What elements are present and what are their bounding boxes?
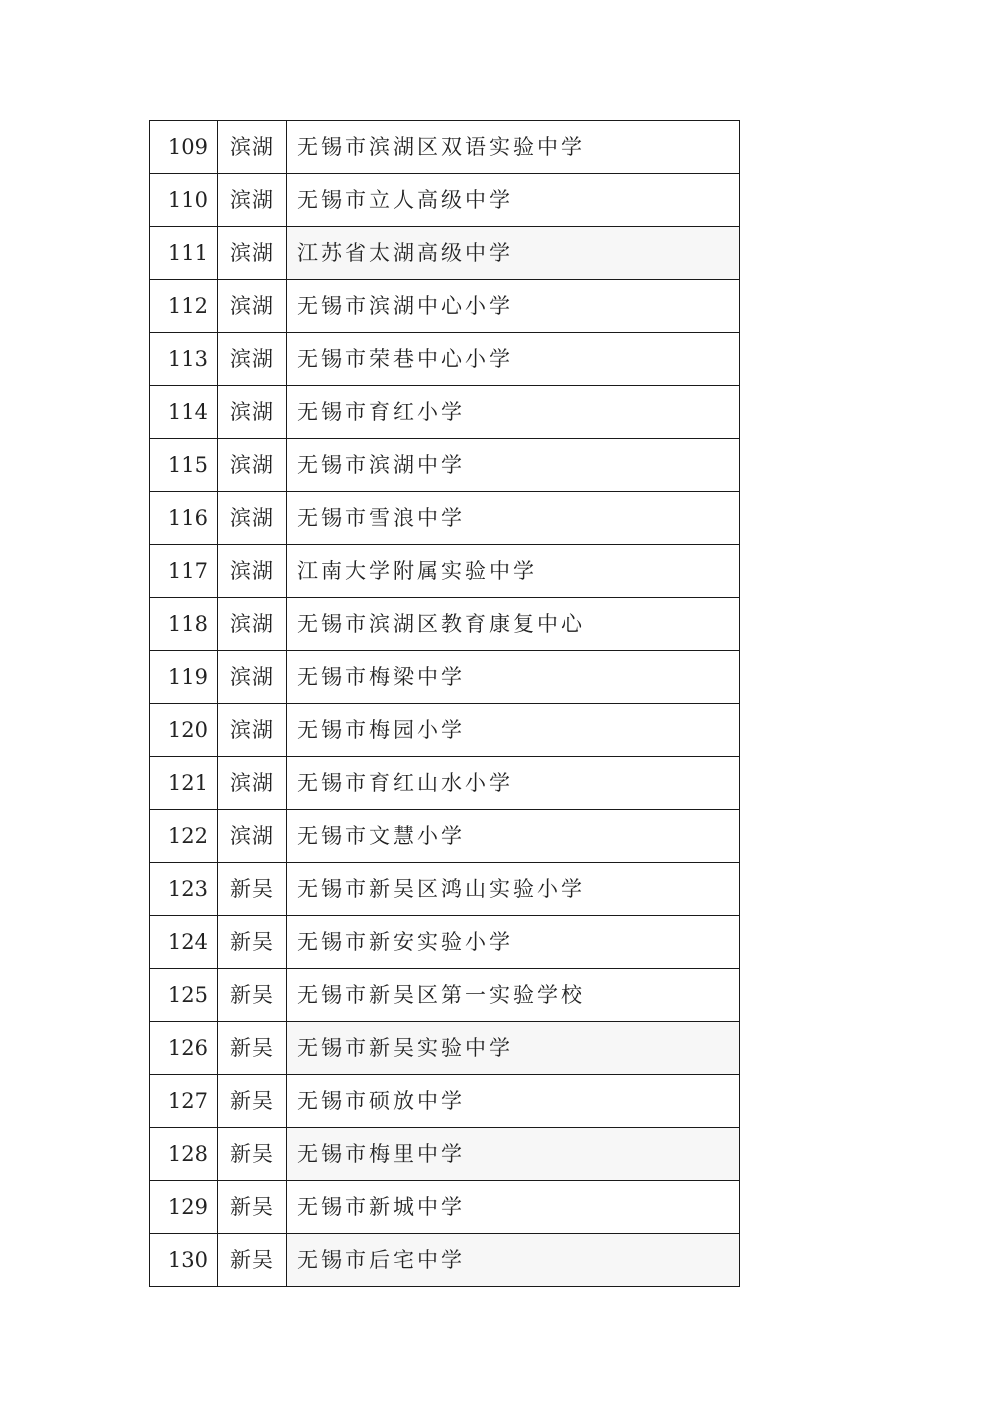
table-row [150,1075,740,1128]
table-row [150,757,740,810]
district-cell: 新吴 [218,1128,287,1181]
school-name-cell: 无锡市立人高级中学 [287,174,740,227]
row-number-cell: 116 [150,492,218,545]
district-cell: 新吴 [218,1234,287,1287]
table-row [150,439,740,492]
row-number-cell: 127 [150,1075,218,1128]
district-cell: 滨湖 [218,704,287,757]
table-row [150,492,740,545]
school-name-cell: 无锡市梅梁中学 [287,651,740,704]
school-name-cell: 无锡市滨湖区教育康复中心 [287,598,740,651]
district-cell: 滨湖 [218,598,287,651]
school-name-cell: 无锡市新城中学 [287,1181,740,1234]
district-cell: 新吴 [218,863,287,916]
row-number-cell: 124 [150,916,218,969]
district-cell: 滨湖 [218,280,287,333]
school-name-cell: 无锡市新吴区第一实验学校 [287,969,740,1022]
district-cell: 滨湖 [218,227,287,280]
district-cell: 滨湖 [218,545,287,598]
row-number-cell: 119 [150,651,218,704]
district-cell: 新吴 [218,1022,287,1075]
school-list-table [149,120,740,1287]
table-row [150,1234,740,1287]
row-number-cell: 109 [150,121,218,174]
row-number-cell: 126 [150,1022,218,1075]
school-name-cell: 无锡市滨湖中心小学 [287,280,740,333]
school-name-cell: 无锡市育红山水小学 [287,757,740,810]
district-cell: 滨湖 [218,386,287,439]
table-body [150,121,740,1287]
school-name-cell: 无锡市新安实验小学 [287,916,740,969]
table-row [150,227,740,280]
district-cell: 滨湖 [218,121,287,174]
school-name-cell: 无锡市后宅中学 [287,1234,740,1287]
school-name-cell: 无锡市滨湖中学 [287,439,740,492]
row-number-cell: 130 [150,1234,218,1287]
table-row [150,280,740,333]
table-row [150,174,740,227]
table-row [150,545,740,598]
table-row [150,1022,740,1075]
row-number-cell: 111 [150,227,218,280]
school-name-cell: 江苏省太湖高级中学 [287,227,740,280]
school-name-cell: 无锡市滨湖区双语实验中学 [287,121,740,174]
table-row [150,333,740,386]
school-name-cell: 无锡市新吴区鸿山实验小学 [287,863,740,916]
school-name-cell: 无锡市荣巷中心小学 [287,333,740,386]
row-number-cell: 129 [150,1181,218,1234]
district-cell: 滨湖 [218,333,287,386]
table-row [150,916,740,969]
school-name-cell: 无锡市硕放中学 [287,1075,740,1128]
row-number-cell: 125 [150,969,218,1022]
school-name-cell: 江南大学附属实验中学 [287,545,740,598]
row-number-cell: 110 [150,174,218,227]
table-row [150,863,740,916]
row-number-cell: 117 [150,545,218,598]
row-number-cell: 114 [150,386,218,439]
school-name-cell: 无锡市文慧小学 [287,810,740,863]
row-number-cell: 120 [150,704,218,757]
table-row [150,810,740,863]
table-row [150,651,740,704]
district-cell: 滨湖 [218,492,287,545]
school-name-cell: 无锡市梅里中学 [287,1128,740,1181]
table-row [150,969,740,1022]
row-number-cell: 113 [150,333,218,386]
district-cell: 滨湖 [218,174,287,227]
table-row [150,1128,740,1181]
school-name-cell: 无锡市育红小学 [287,386,740,439]
school-name-cell: 无锡市新吴实验中学 [287,1022,740,1075]
table-row [150,1181,740,1234]
table-row [150,386,740,439]
district-cell: 新吴 [218,969,287,1022]
row-number-cell: 128 [150,1128,218,1181]
row-number-cell: 122 [150,810,218,863]
table-row [150,121,740,174]
row-number-cell: 112 [150,280,218,333]
row-number-cell: 118 [150,598,218,651]
row-number-cell: 121 [150,757,218,810]
table-row [150,598,740,651]
table-row [150,704,740,757]
district-cell: 滨湖 [218,810,287,863]
row-number-cell: 123 [150,863,218,916]
district-cell: 新吴 [218,916,287,969]
district-cell: 新吴 [218,1075,287,1128]
school-name-cell: 无锡市雪浪中学 [287,492,740,545]
district-cell: 滨湖 [218,757,287,810]
school-name-cell: 无锡市梅园小学 [287,704,740,757]
district-cell: 新吴 [218,1181,287,1234]
row-number-cell: 115 [150,439,218,492]
district-cell: 滨湖 [218,651,287,704]
district-cell: 滨湖 [218,439,287,492]
